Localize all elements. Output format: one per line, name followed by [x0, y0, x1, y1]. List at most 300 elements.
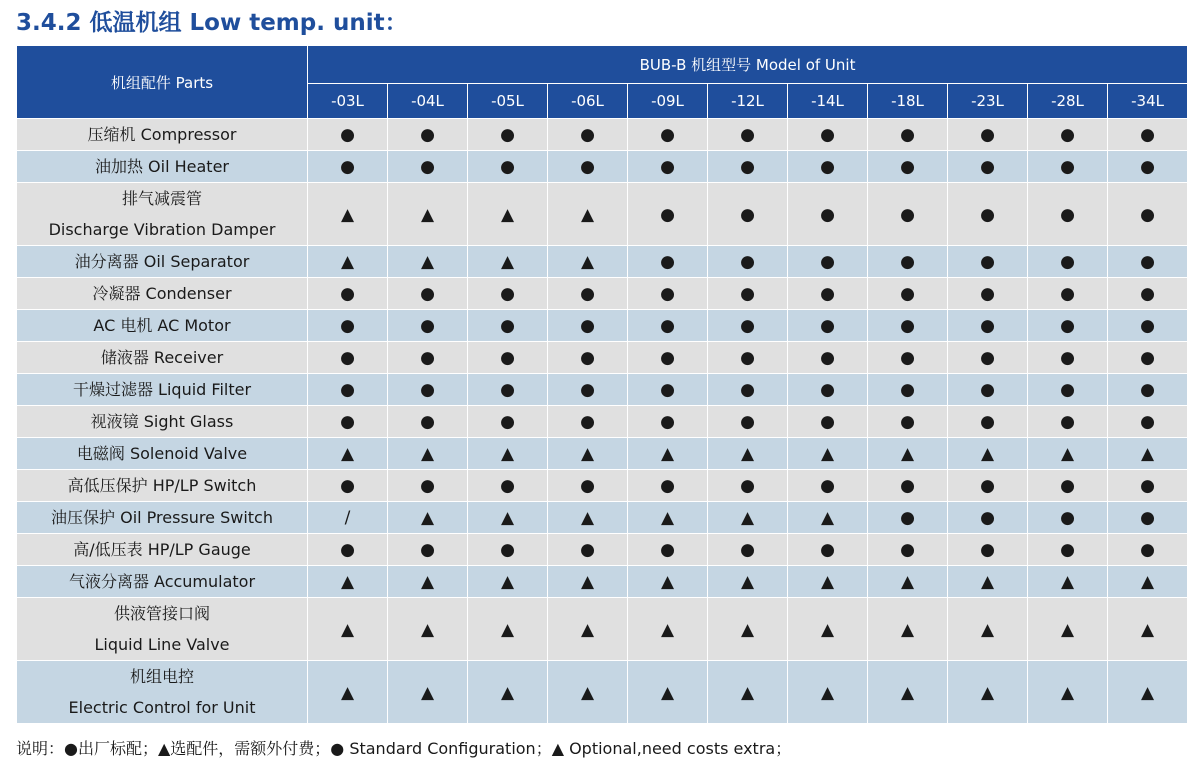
part-name-line: AC 电机 AC Motor	[93, 316, 231, 335]
parts-configuration-table	[16, 45, 1188, 724]
config-cell	[788, 310, 868, 342]
config-mark: ▲	[420, 682, 435, 703]
model-header-cell: -18L	[868, 84, 948, 119]
config-mark: ●	[500, 476, 515, 496]
config-cell	[948, 278, 1028, 310]
config-cell	[788, 502, 868, 534]
config-mark: ●	[420, 284, 435, 304]
part-name-cell	[17, 566, 308, 598]
config-cell	[868, 278, 948, 310]
config-mark: ●	[980, 252, 995, 272]
config-cell	[1108, 119, 1188, 151]
config-cell	[388, 534, 468, 566]
model-header-cell: -04L	[388, 84, 468, 119]
config-cell	[388, 183, 468, 246]
config-cell	[548, 119, 628, 151]
table-row	[17, 661, 1188, 724]
config-mark: ▲	[580, 572, 595, 592]
config-mark: ●	[420, 540, 435, 560]
part-name-line: 电磁阀 Solenoid Valve	[76, 444, 248, 463]
config-mark: ●	[820, 252, 835, 272]
config-cell	[628, 661, 708, 724]
part-name-cell	[17, 278, 308, 310]
section-title: 3.4.2 低温机组 Low temp. unit：	[16, 10, 408, 36]
config-mark: ●	[420, 476, 435, 496]
config-mark: ●	[1140, 540, 1155, 560]
config-cell	[548, 438, 628, 470]
config-cell	[788, 374, 868, 406]
config-cell	[308, 246, 388, 278]
config-mark: ▲	[500, 508, 515, 528]
config-cell	[708, 183, 788, 246]
config-mark: ▲	[500, 252, 515, 272]
config-cell	[948, 374, 1028, 406]
config-mark: ●	[740, 380, 755, 400]
config-cell	[548, 406, 628, 438]
config-mark: ●	[500, 125, 515, 145]
config-cell	[308, 406, 388, 438]
config-mark: ▲	[980, 444, 995, 464]
part-name-line: 储液器 Receiver	[100, 348, 224, 367]
config-mark: ▲	[500, 572, 515, 592]
part-name-line: 机组电控	[129, 667, 194, 686]
config-mark: ●	[740, 125, 755, 145]
config-cell	[868, 310, 948, 342]
table-row	[17, 151, 1188, 183]
config-cell	[468, 470, 548, 502]
config-mark: ▲	[340, 619, 355, 640]
config-mark: ▲	[820, 572, 835, 592]
part-name-cell	[17, 342, 308, 374]
config-mark: ●	[740, 476, 755, 496]
config-mark: ●	[580, 157, 595, 177]
config-mark: ●	[900, 125, 915, 145]
config-cell	[628, 438, 708, 470]
config-cell	[1108, 598, 1188, 661]
config-cell	[468, 566, 548, 598]
config-mark: ●	[1140, 157, 1155, 177]
config-cell	[1028, 183, 1108, 246]
config-mark: ▲	[580, 204, 595, 225]
config-mark: ●	[580, 380, 595, 400]
config-mark: ●	[580, 348, 595, 368]
config-cell	[868, 342, 948, 374]
part-name-line: Liquid Line Valve	[94, 635, 230, 654]
config-cell	[548, 566, 628, 598]
config-mark: ●	[980, 540, 995, 560]
config-cell	[388, 566, 468, 598]
table-row	[17, 534, 1188, 566]
config-mark: ▲	[980, 682, 995, 703]
part-name-line: 油压保护 Oil Pressure Switch	[51, 508, 273, 527]
config-mark: ●	[340, 412, 355, 432]
config-mark: ●	[660, 125, 675, 145]
config-cell	[708, 374, 788, 406]
config-cell	[628, 534, 708, 566]
config-mark: ●	[1060, 508, 1075, 528]
config-cell	[1108, 661, 1188, 724]
config-cell	[628, 470, 708, 502]
config-mark: ●	[1060, 348, 1075, 368]
config-mark: ●	[500, 540, 515, 560]
part-name-cell	[17, 374, 308, 406]
config-mark: ●	[980, 412, 995, 432]
model-group-header: BUB-B 机组型号 Model of Unit	[308, 46, 1188, 84]
config-cell	[388, 151, 468, 183]
config-mark: ●	[1060, 252, 1075, 272]
config-cell	[1028, 374, 1108, 406]
config-mark: ●	[900, 316, 915, 336]
config-cell	[868, 661, 948, 724]
config-mark: ▲	[500, 619, 515, 640]
config-mark: ●	[500, 284, 515, 304]
config-cell	[308, 310, 388, 342]
config-mark: ●	[900, 508, 915, 528]
config-mark: ▲	[1141, 572, 1155, 592]
config-cell	[708, 661, 788, 724]
config-cell	[388, 310, 468, 342]
config-mark: ●	[1140, 204, 1155, 225]
config-mark: ▲	[580, 508, 595, 528]
config-cell	[1028, 246, 1108, 278]
config-cell	[468, 374, 548, 406]
config-cell	[788, 438, 868, 470]
config-cell	[468, 406, 548, 438]
config-mark: ●	[900, 412, 915, 432]
config-mark: ●	[820, 476, 835, 496]
config-mark: ●	[500, 316, 515, 336]
config-cell	[868, 566, 948, 598]
config-cell	[548, 183, 628, 246]
config-cell	[1028, 310, 1108, 342]
config-cell	[1108, 246, 1188, 278]
legend-note: 说明：●出厂标配；▲选配件，需额外付费；● Standard Configuration；▲ Optional,need costs extra；	[16, 739, 792, 758]
config-mark: ●	[660, 348, 675, 368]
config-cell	[708, 470, 788, 502]
part-name-line: 供液管接口阀	[113, 604, 210, 623]
config-mark: ●	[980, 316, 995, 336]
config-cell	[628, 502, 708, 534]
config-cell	[868, 406, 948, 438]
config-mark: ●	[660, 476, 675, 496]
config-mark: ●	[740, 204, 755, 225]
config-cell	[1028, 438, 1108, 470]
part-name-line: 油加热 Oil Heater	[94, 157, 230, 176]
config-cell	[788, 183, 868, 246]
config-cell	[788, 470, 868, 502]
config-mark: ▲	[900, 572, 915, 592]
config-cell	[1028, 119, 1108, 151]
config-cell	[868, 470, 948, 502]
config-mark: ▲	[1060, 619, 1075, 640]
config-cell	[868, 151, 948, 183]
part-name-line: 压缩机 Compressor	[87, 125, 237, 144]
part-name-cell	[17, 151, 308, 183]
config-mark: ●	[1140, 125, 1155, 145]
config-mark: ▲	[580, 619, 595, 640]
config-mark: ●	[740, 157, 755, 177]
config-mark: ●	[980, 204, 995, 225]
table-row	[17, 566, 1188, 598]
config-cell	[948, 438, 1028, 470]
config-mark: ●	[340, 125, 355, 145]
config-mark: ▲	[580, 682, 595, 703]
config-cell	[1028, 502, 1108, 534]
config-mark: ●	[1140, 412, 1155, 432]
config-cell	[1028, 278, 1108, 310]
config-mark: ▲	[660, 444, 675, 464]
config-cell	[1028, 534, 1108, 566]
config-cell	[468, 310, 548, 342]
config-mark: ●	[740, 316, 755, 336]
model-header-cell: -23L	[948, 84, 1028, 119]
config-mark: ▲	[980, 619, 995, 640]
config-cell	[388, 342, 468, 374]
config-mark: ▲	[740, 508, 755, 528]
config-cell	[1028, 406, 1108, 438]
config-mark: ●	[900, 284, 915, 304]
part-name-cell	[17, 661, 308, 724]
part-name-line: 油分离器 Oil Separator	[74, 252, 250, 271]
config-cell	[628, 119, 708, 151]
config-mark: ●	[900, 157, 915, 177]
config-cell	[948, 502, 1028, 534]
config-mark: ●	[820, 284, 835, 304]
config-mark: ●	[1140, 508, 1155, 528]
part-name-line: Discharge Vibration Damper	[48, 220, 276, 239]
config-cell	[548, 534, 628, 566]
model-header-cell: -28L	[1028, 84, 1108, 119]
config-cell	[388, 246, 468, 278]
config-mark: ●	[900, 348, 915, 368]
config-cell	[468, 438, 548, 470]
config-cell	[948, 183, 1028, 246]
config-cell	[1028, 661, 1108, 724]
config-mark: ●	[580, 412, 595, 432]
config-cell	[468, 598, 548, 661]
model-header-cell: -03L	[308, 84, 388, 119]
config-mark: ●	[500, 157, 515, 177]
config-cell	[708, 278, 788, 310]
part-name-cell	[17, 119, 308, 151]
config-mark: ▲	[420, 572, 435, 592]
config-cell	[308, 151, 388, 183]
config-mark: ●	[580, 476, 595, 496]
config-mark: ▲	[420, 444, 435, 464]
config-cell	[788, 406, 868, 438]
config-mark: ●	[980, 508, 995, 528]
part-name-cell	[17, 246, 308, 278]
model-header-cell: -05L	[468, 84, 548, 119]
config-cell	[868, 119, 948, 151]
config-cell	[628, 406, 708, 438]
config-mark: ●	[1060, 204, 1075, 225]
config-mark: ▲	[900, 444, 915, 464]
model-header-cell: -12L	[708, 84, 788, 119]
config-mark: ●	[420, 348, 435, 368]
config-mark: ▲	[420, 252, 435, 272]
config-cell	[1108, 151, 1188, 183]
config-mark: ▲	[340, 204, 355, 225]
config-mark: ●	[420, 316, 435, 336]
config-cell	[628, 342, 708, 374]
config-cell	[708, 310, 788, 342]
config-cell	[788, 661, 868, 724]
config-cell	[468, 183, 548, 246]
config-mark: ▲	[500, 682, 515, 703]
config-mark: ▲	[820, 508, 835, 528]
config-mark: ●	[1060, 157, 1075, 177]
config-mark: ●	[820, 316, 835, 336]
part-name-cell	[17, 598, 308, 661]
config-mark: ▲	[420, 508, 435, 528]
config-mark: ▲	[820, 619, 835, 640]
config-mark: ▲	[660, 682, 675, 703]
config-cell	[1108, 342, 1188, 374]
part-name-line: 高/低压表 HP/LP Gauge	[73, 540, 251, 559]
config-mark: ●	[980, 125, 995, 145]
config-mark: ▲	[1141, 619, 1155, 640]
config-cell	[788, 246, 868, 278]
config-mark: ▲	[420, 619, 435, 640]
config-cell	[868, 246, 948, 278]
config-cell	[548, 278, 628, 310]
config-cell	[708, 598, 788, 661]
model-header-cell: -06L	[548, 84, 628, 119]
config-mark: ●	[740, 412, 755, 432]
config-cell	[468, 534, 548, 566]
config-mark: ●	[420, 125, 435, 145]
config-cell	[948, 310, 1028, 342]
config-cell	[948, 246, 1028, 278]
config-cell	[1108, 406, 1188, 438]
config-mark: ▲	[980, 572, 995, 592]
part-name-cell	[17, 406, 308, 438]
config-cell	[708, 342, 788, 374]
config-cell	[308, 342, 388, 374]
table-row	[17, 183, 1188, 246]
config-cell	[1028, 566, 1108, 598]
config-mark: ▲	[740, 682, 755, 703]
model-header-cell: -09L	[628, 84, 708, 119]
config-mark: ●	[340, 316, 355, 336]
config-mark: ●	[900, 540, 915, 560]
config-cell	[708, 566, 788, 598]
config-cell	[1028, 598, 1108, 661]
config-cell	[548, 470, 628, 502]
config-mark: ●	[820, 204, 835, 225]
config-mark: ●	[1060, 540, 1075, 560]
config-cell	[548, 598, 628, 661]
config-cell	[388, 119, 468, 151]
config-mark: ●	[340, 380, 355, 400]
part-name-cell	[17, 310, 308, 342]
config-mark: ●	[420, 412, 435, 432]
config-cell	[868, 502, 948, 534]
config-cell	[788, 278, 868, 310]
table-row	[17, 246, 1188, 278]
config-mark: ▲	[500, 444, 515, 464]
config-cell	[468, 119, 548, 151]
table-row	[17, 406, 1188, 438]
table-row	[17, 438, 1188, 470]
config-mark: ●	[980, 476, 995, 496]
config-cell	[868, 598, 948, 661]
config-mark: ●	[1140, 316, 1155, 336]
config-cell	[308, 438, 388, 470]
config-cell	[468, 151, 548, 183]
config-mark: ●	[1060, 412, 1075, 432]
config-mark: ●	[340, 157, 355, 177]
config-mark: ●	[1060, 476, 1075, 496]
config-mark: ▲	[820, 682, 835, 703]
part-name-cell	[17, 534, 308, 566]
config-mark: ●	[500, 412, 515, 432]
config-cell	[548, 661, 628, 724]
config-mark: ▲	[340, 444, 355, 464]
config-cell	[708, 534, 788, 566]
config-mark: ●	[1060, 380, 1075, 400]
part-name-line: Electric Control for Unit	[68, 698, 256, 717]
config-cell	[708, 406, 788, 438]
config-cell	[468, 502, 548, 534]
config-cell	[1108, 470, 1188, 502]
config-cell	[948, 342, 1028, 374]
part-name-cell	[17, 438, 308, 470]
config-mark: ▲	[740, 572, 755, 592]
config-cell	[308, 502, 388, 534]
config-cell	[1108, 278, 1188, 310]
config-mark: ▲	[580, 252, 595, 272]
config-cell	[868, 438, 948, 470]
config-cell	[708, 119, 788, 151]
model-header-cell: -14L	[788, 84, 868, 119]
config-mark: ●	[660, 284, 675, 304]
parts-column-header: 机组配件 Parts	[17, 46, 308, 119]
config-mark: ●	[900, 252, 915, 272]
config-cell	[868, 183, 948, 246]
config-mark: ●	[1060, 284, 1075, 304]
config-cell	[788, 151, 868, 183]
table-row	[17, 278, 1188, 310]
config-cell	[308, 183, 388, 246]
config-cell	[708, 246, 788, 278]
config-mark: ●	[340, 284, 355, 304]
config-cell	[788, 598, 868, 661]
config-mark: ▲	[740, 444, 755, 464]
config-cell	[388, 598, 468, 661]
config-mark: ●	[740, 540, 755, 560]
config-cell	[708, 502, 788, 534]
config-mark: ●	[820, 380, 835, 400]
config-cell	[788, 342, 868, 374]
config-cell	[548, 374, 628, 406]
config-mark: ●	[900, 204, 915, 225]
config-mark: ●	[820, 348, 835, 368]
config-mark: ▲	[740, 619, 755, 640]
config-mark: ●	[900, 380, 915, 400]
part-name-line: 干燥过滤器 Liquid Filter	[72, 380, 252, 399]
config-cell	[948, 470, 1028, 502]
table-row	[17, 310, 1188, 342]
config-mark: ●	[340, 476, 355, 496]
config-cell	[1108, 438, 1188, 470]
config-cell	[788, 566, 868, 598]
config-mark: ●	[820, 157, 835, 177]
config-mark: ▲	[660, 508, 675, 528]
config-cell	[628, 310, 708, 342]
config-mark: ▲	[820, 444, 835, 464]
